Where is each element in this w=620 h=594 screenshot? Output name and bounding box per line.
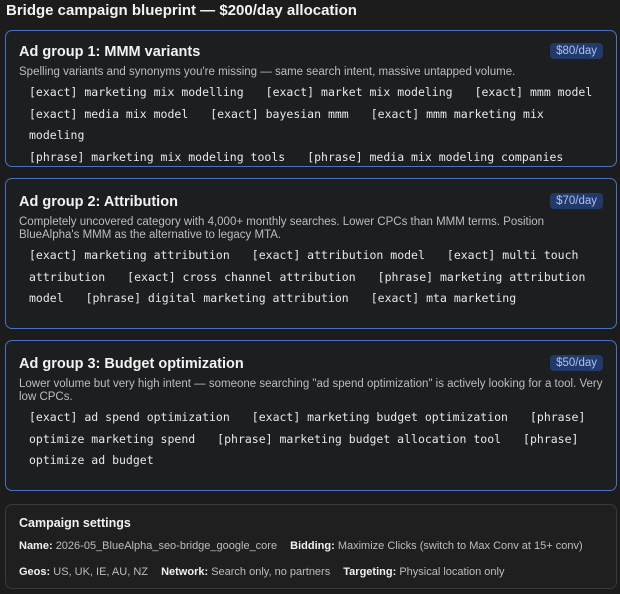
keyword: [exact] mmm model: [474, 85, 593, 99]
network-label: Network:: [161, 566, 209, 578]
keyword: [exact] mmm marketing mix modeling: [29, 106, 551, 142]
ad-group-title: Ad group 2: Attribution: [19, 194, 178, 210]
keyword: [exact] market mix modeling: [265, 85, 453, 99]
keyword: [phrase] optimize marketing spend: [29, 410, 593, 446]
name-label: Name:: [19, 540, 53, 552]
keyword: [exact] cross channel attribution: [127, 269, 356, 284]
keyword-list: [19, 82, 603, 168]
campaign-settings-card: [5, 504, 617, 589]
keyword: [exact] multi touch attribution: [29, 248, 586, 284]
keyword: [phrase] marketing mix modeling tools: [29, 149, 286, 164]
ad-group-card: [5, 340, 617, 491]
keyword: [phrase] optimize ad budget: [29, 431, 586, 467]
keyword-list: [19, 407, 603, 472]
bidding-value: Maximize Clicks (switch to Max Conv at 15+ conv): [337, 540, 583, 552]
ad-group-card: [5, 178, 617, 329]
network-value: Search only, no partners: [211, 566, 331, 578]
budget-badge: $50/day: [550, 355, 603, 371]
ad-group-description: Completely uncovered category with 4,000+ monthly searches. Lower CPCs than MMM terms. Position BlueAlpha's MMM as the alternative to legacy MTA.: [19, 216, 545, 241]
settings-row: [19, 540, 593, 552]
ad-group-card: [5, 30, 617, 167]
keyword: [exact] ad spend optimization: [29, 410, 230, 424]
targeting-value: Physical location only: [399, 566, 505, 578]
keyword: [phrase] media mix modeling companies: [307, 149, 564, 164]
bidding-label: Bidding:: [290, 540, 335, 552]
ad-group-title: Ad group 3: Budget optimization: [19, 356, 244, 372]
ad-group-description: Lower volume but very high intent — someone searching "ad spend optimization" is actively looking for a tool. Very low CPCs.: [19, 378, 603, 403]
keyword: [phrase] marketing attribution model: [29, 269, 593, 305]
keyword: [exact] mta marketing: [370, 291, 517, 305]
ad-group-description: Spelling variants and synonyms you're missing — same search intent, massive untapped volume.: [19, 66, 516, 78]
keyword: [exact] bayesian mmm: [210, 106, 349, 121]
budget-badge: $80/day: [550, 43, 603, 59]
keyword: [exact] media mix model: [29, 106, 189, 121]
geos-label: Geos:: [19, 566, 51, 578]
page-title: Bridge campaign blueprint — $200/day allocation: [6, 2, 357, 19]
keyword: [exact] attribution model: [251, 248, 425, 262]
keyword-list: [19, 245, 603, 310]
keyword: [phrase] marketing budget allocation tool: [217, 431, 502, 446]
targeting-label: Targeting:: [343, 566, 397, 578]
budget-badge: $70/day: [550, 193, 603, 209]
keyword: [exact] marketing attribution: [29, 248, 230, 262]
settings-row: [19, 566, 514, 578]
keyword: [exact] marketing mix modelling: [29, 85, 244, 99]
settings-title: Campaign settings: [19, 516, 131, 530]
geos-value: US, UK, IE, AU, NZ: [53, 566, 148, 578]
name-value: 2026-05_BlueAlpha_seo-bridge_google_core: [55, 540, 278, 552]
ad-group-title: Ad group 1: MMM variants: [19, 44, 201, 60]
keyword: [exact] marketing budget optimization: [251, 410, 508, 424]
keyword: [phrase] digital marketing attribution: [85, 291, 349, 305]
